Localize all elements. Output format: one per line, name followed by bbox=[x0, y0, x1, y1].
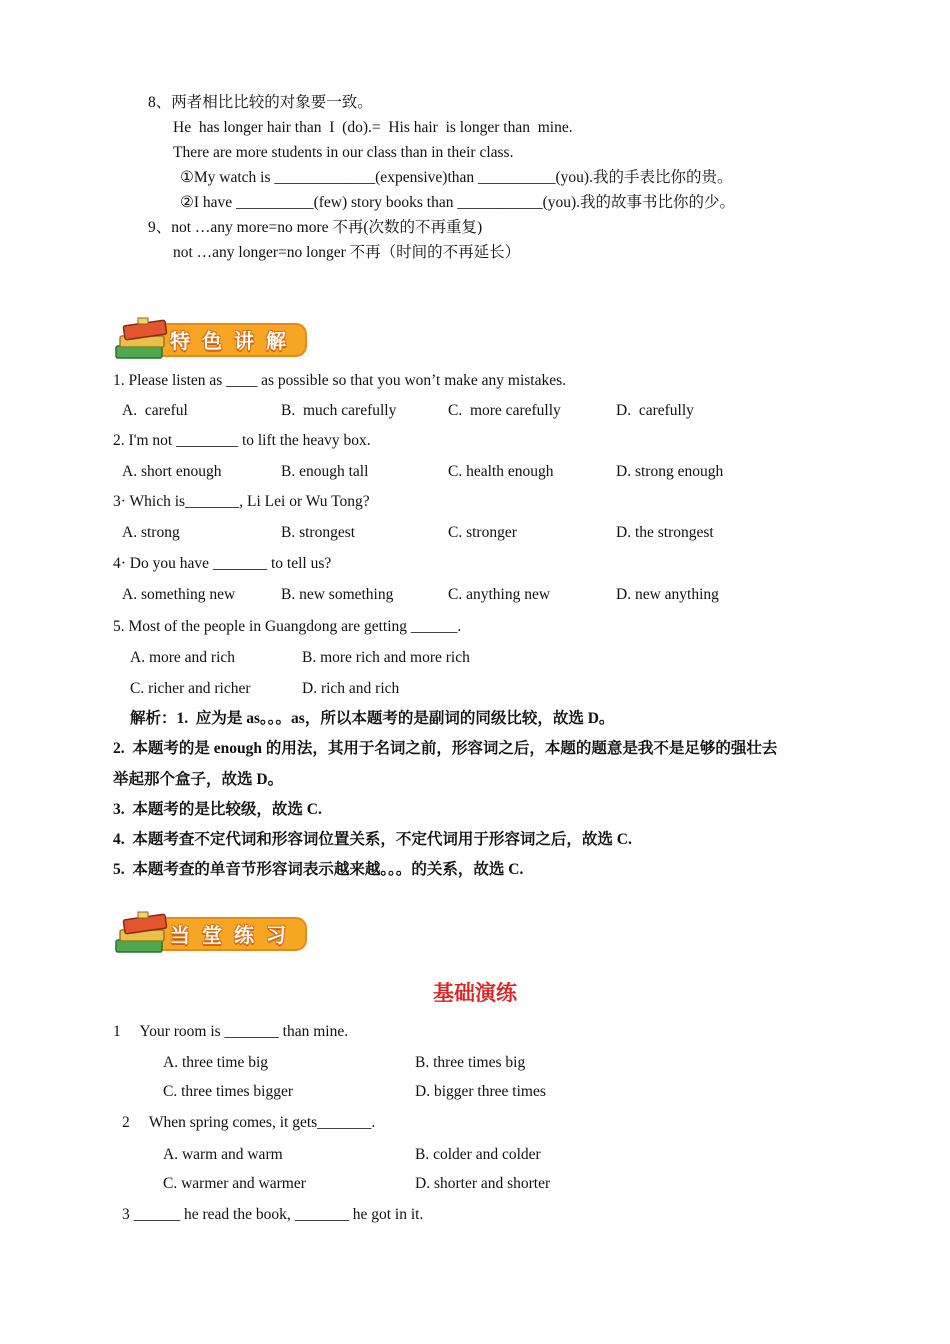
s2-question: 1 Your room is _______ than mine. bbox=[113, 1023, 349, 1040]
s1-option: D. the strongest bbox=[616, 524, 714, 541]
s1-question: 3· Which is_______, Li Lei or Wu Tong? bbox=[113, 493, 370, 510]
s2-option: C. warmer and warmer bbox=[163, 1175, 306, 1192]
section-banner-practice bbox=[112, 910, 312, 962]
s1-option: C. health enough bbox=[448, 463, 554, 480]
grammar-item8-title: 8、两者相比比较的对象要一致。 bbox=[148, 94, 373, 111]
s1-option: D. strong enough bbox=[616, 463, 724, 480]
s2-option: A. three time big bbox=[163, 1054, 269, 1071]
section-banner-features bbox=[112, 316, 312, 368]
s1-option: D. carefully bbox=[616, 402, 694, 419]
s1-question: 1. Please listen as ____ as possible so that you won’t make any mistakes. bbox=[113, 372, 567, 389]
s2-question: 3 ______ he read the book, _______ he got in it. bbox=[122, 1206, 424, 1223]
analysis-2-line1: 2. 本题考的是 enough 的用法，其用于名词之前，形容词之后，本题的题意是我不是足够的强壮去 bbox=[113, 740, 778, 757]
s1-option: A. something new bbox=[122, 586, 236, 603]
s1-q5-option: C. richer and richer bbox=[130, 680, 251, 697]
s1-option: B. much carefully bbox=[281, 402, 397, 419]
analysis-1: 解析：1. 应为是 as。。。as，所以本题考的是副词的同级比较，故选 D。 bbox=[130, 710, 615, 727]
s1-q5-option: D. rich and rich bbox=[302, 680, 400, 697]
grammar-item8-line2: There are more students in our class than in their class. bbox=[173, 144, 514, 161]
s1-option: C. anything new bbox=[448, 586, 551, 603]
s2-option: A. warm and warm bbox=[163, 1146, 283, 1163]
grammar-item8-ex2: ②I have __________(few) story books than ___________(you).我的故事书比你的少。 bbox=[180, 194, 736, 211]
s1-option: A. short enough bbox=[122, 463, 222, 480]
grammar-item8-ex1: ①My watch is _____________(expensive)than __________(you).我的手表比你的贵。 bbox=[180, 169, 733, 186]
s1-option: A. strong bbox=[122, 524, 180, 541]
banner-title: 当堂练习 bbox=[170, 923, 298, 947]
analysis-5: 5. 本题考查的单音节形容词表示越来越。。。的关系，故选 C. bbox=[113, 861, 524, 878]
s1-q5-option: B. more rich and more rich bbox=[302, 649, 470, 666]
s1-option: B. enough tall bbox=[281, 463, 369, 480]
grammar-item8-line1: He has longer hair than I (do).= His hair is longer than mine. bbox=[173, 119, 573, 136]
s1-question-5: 5. Most of the people in Guangdong are getting ______. bbox=[113, 618, 462, 635]
s2-option: C. three times bigger bbox=[163, 1083, 293, 1100]
banner-title: 特色讲解 bbox=[170, 329, 298, 353]
s1-option: D. new anything bbox=[616, 586, 719, 603]
s2-option: D. bigger three times bbox=[415, 1083, 546, 1100]
s1-question: 2. I'm not ________ to lift the heavy box. bbox=[113, 432, 371, 449]
s1-option: A. careful bbox=[122, 402, 188, 419]
s2-question: 2 When spring comes, it gets_______. bbox=[122, 1114, 376, 1131]
grammar-item9-line1: 9、not …any more=no more 不再(次数的不再重复) bbox=[148, 219, 483, 236]
s1-option: C. stronger bbox=[448, 524, 517, 541]
analysis-3: 3. 本题考的是比较级，故选 C. bbox=[113, 801, 322, 818]
s2-option: B. colder and colder bbox=[415, 1146, 541, 1163]
s1-option: B. strongest bbox=[281, 524, 356, 541]
s2-option: D. shorter and shorter bbox=[415, 1175, 551, 1192]
s1-question: 4· Do you have _______ to tell us? bbox=[113, 555, 332, 572]
section-subtitle: 基础演练 bbox=[433, 981, 517, 1005]
analysis-2-line2: 举起那个盒子，故选 D。 bbox=[113, 771, 284, 788]
s1-option: C. more carefully bbox=[448, 402, 561, 419]
analysis-4: 4. 本题考查不定代词和形容词位置关系，不定代词用于形容词之后，故选 C. bbox=[113, 831, 632, 848]
s1-q5-option: A. more and rich bbox=[130, 649, 236, 666]
s1-option: B. new something bbox=[281, 586, 394, 603]
s2-option: B. three times big bbox=[415, 1054, 526, 1071]
grammar-item9-line2: not …any longer=no longer 不再（时间的不再延长） bbox=[173, 244, 521, 261]
